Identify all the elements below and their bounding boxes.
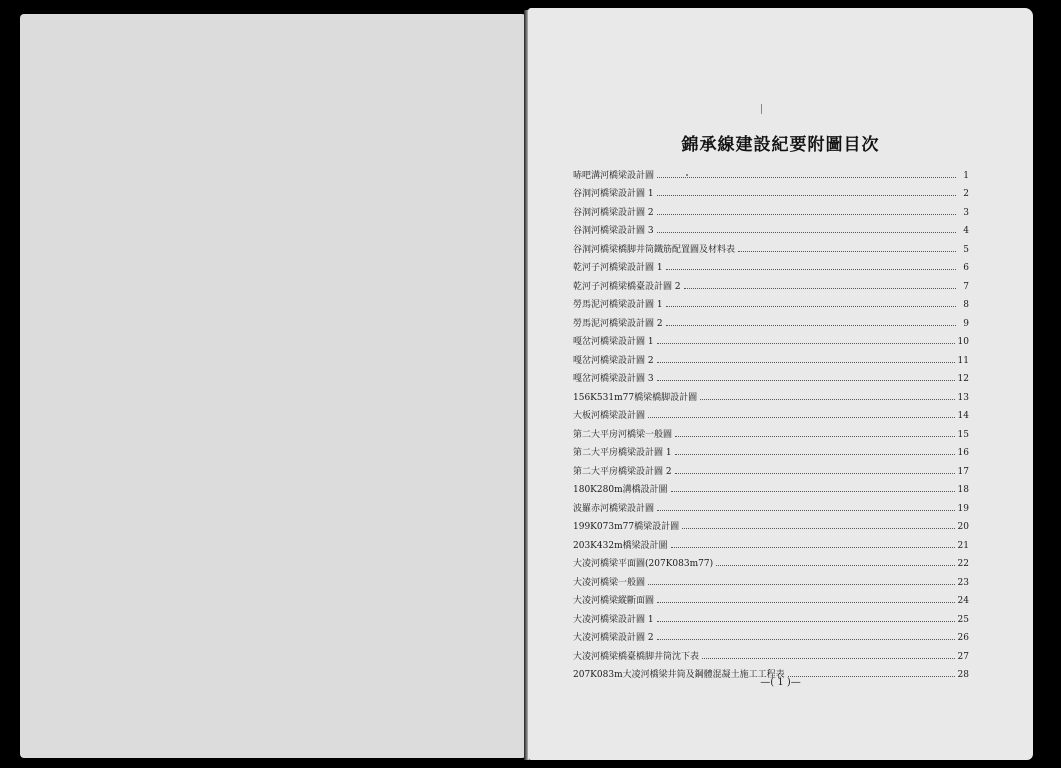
toc-entry-title: 203K432m橋梁設計圖 [573, 540, 668, 551]
toc-entry [573, 495, 969, 514]
dot-leader [700, 399, 954, 400]
toc-entry [573, 477, 969, 496]
toc-entry [573, 329, 969, 348]
page-number-footer: —( 1 )— [760, 677, 801, 688]
toc-entry-page: 9 [963, 318, 969, 329]
toc-entry-page: 27 [957, 651, 969, 662]
toc-entry [573, 255, 969, 274]
toc-entry-title: 大板河橋梁設計圖 [573, 411, 646, 421]
toc-entry [573, 236, 969, 255]
dot-leader [684, 288, 956, 289]
toc-entry [573, 551, 969, 570]
toc-entry-page: 1 [963, 170, 969, 181]
toc-entry-title: 哧吧溝河橋梁設計圖 [573, 170, 655, 181]
dot-leader [671, 547, 955, 548]
toc-entry-title: 大凌河橋梁設計圖 1 [573, 614, 654, 625]
toc-entry-page: 17 [957, 466, 969, 477]
toc-entry-title: 第二大平房河橋梁一般圖 [573, 429, 673, 440]
toc-entry [573, 588, 969, 607]
toc-entry-page: 7 [963, 281, 969, 292]
dot-leader [648, 417, 955, 418]
dot-leader [657, 177, 956, 178]
toc-entry-page: 5 [963, 244, 969, 255]
toc-entry-title: 180K280m溝橋設計圖 [573, 485, 668, 495]
toc-entry-title: 156K531m77橋梁橋脚設計圖 [573, 392, 698, 403]
toc-entry-page: 18 [957, 485, 969, 495]
toc-entry-title: 勞馬泥河橋梁設計圖 1 [573, 300, 663, 310]
dot-leader [657, 343, 955, 344]
toc-entry-page: 3 [963, 207, 969, 218]
toc-entry-page: 22 [957, 559, 969, 569]
dot-leader [657, 232, 956, 233]
toc-entry-title: 谷洞河橋梁設計圖 3 [573, 226, 654, 236]
toc-entry-title: 谷洞河橋梁設計圖 2 [573, 207, 654, 218]
toc-entry-page: 11 [957, 355, 969, 366]
toc-entry-title: 大凌河橋梁縱斷面圖 [573, 596, 655, 606]
toc-entry-page: 26 [957, 633, 969, 643]
toc-entry [573, 458, 969, 477]
dot-leader [657, 602, 955, 603]
toc-entry-page: 8 [963, 300, 969, 310]
toc-entry [573, 199, 969, 218]
toc-entry-title: 勞馬泥河橋梁設計圖 2 [573, 318, 663, 329]
toc-entry [573, 514, 969, 533]
toc-entry-title: 谷洞河橋梁橋脚井筒鐵筋配置圖及材料表 [573, 244, 736, 255]
toc-entry [573, 273, 969, 292]
toc-entry-title: 谷洞河橋梁設計圖 1 [573, 189, 654, 199]
toc-entry-page: 13 [957, 392, 969, 403]
toc-entry-page: 4 [963, 226, 969, 236]
toc-entry-page: 20 [957, 522, 969, 532]
toc-entry-page: 6 [963, 263, 969, 273]
dot-leader [716, 565, 954, 566]
dot-leader [666, 325, 956, 326]
toc-entry-title: 大凌河橋梁一般圖 [573, 577, 646, 588]
toc-entry [573, 532, 969, 551]
toc-entry-title: 207K083m大凌河橋梁井筒及鋼體混凝土施工工程表 [573, 670, 785, 680]
toc-entry [573, 643, 969, 662]
toc-entry-title: 波羅赤河橋梁設計圖 [573, 503, 655, 514]
toc-entry [573, 421, 969, 440]
toc-entry [573, 347, 969, 366]
dot-leader [657, 195, 956, 196]
toc-entry-page: 24 [957, 596, 969, 606]
toc-entry-title: 第二大平房橋梁設計圖 2 [573, 466, 672, 477]
dot-leader [682, 528, 954, 529]
toc-entry-page: 12 [957, 374, 969, 384]
toc-entry [573, 569, 969, 588]
toc-entry-title: 乾河子河橋梁橋臺設計圖 2 [573, 281, 681, 292]
toc-entry-title: 大凌河橋梁設計圖 2 [573, 633, 654, 643]
toc-entry [573, 366, 969, 385]
toc-entry [573, 606, 969, 625]
dot-leader [666, 269, 956, 270]
toc-entry-title: 嘎岔河橋梁設計圖 3 [573, 374, 654, 384]
toc-entry [573, 218, 969, 237]
toc-entry-page: 21 [957, 540, 969, 551]
toc-entry [573, 384, 969, 403]
toc-entry-title: 大凌河橋梁橋臺橋脚井筒沈下表 [573, 651, 700, 662]
toc-entry-page: 16 [957, 448, 969, 458]
dot-leader [657, 362, 955, 363]
toc-entry [573, 292, 969, 311]
dot-leader [657, 380, 955, 381]
dot-leader [657, 214, 956, 215]
toc-entry-title: 乾河子河橋梁設計圖 1 [573, 263, 663, 273]
dot-leader [702, 658, 955, 659]
table-of-contents [573, 162, 969, 680]
toc-entry-page: 10 [957, 337, 969, 347]
dot-leader [666, 306, 956, 307]
page-mark [761, 104, 762, 114]
toc-entry [573, 440, 969, 459]
dot-leader [657, 621, 955, 622]
dot-leader [675, 436, 955, 437]
toc-entry-page: 14 [957, 411, 969, 421]
toc-entry-title: 嘎岔河橋梁設計圖 1 [573, 337, 654, 347]
toc-entry [573, 310, 969, 329]
dot-leader [675, 454, 955, 455]
toc-entry [573, 181, 969, 200]
toc-entry-page: 19 [957, 503, 969, 514]
toc-entry-title: 大凌河橋梁平面圖(207K083m77) [573, 559, 714, 569]
dot-leader [648, 584, 955, 585]
toc-entry-page: 15 [957, 429, 969, 440]
toc-entry-title: 第二大平房橋梁設計圖 1 [573, 448, 672, 458]
dot-leader [657, 510, 955, 511]
toc-entry-page: 28 [957, 670, 969, 680]
toc-entry-title: 199K073m77橋梁設計圖 [573, 522, 680, 532]
toc-entry-title: 嘎岔河橋梁設計圖 2 [573, 355, 654, 366]
left-blank-page [20, 14, 526, 758]
toc-entry [573, 162, 969, 181]
dot-leader [671, 491, 955, 492]
toc-entry-page: 2 [963, 189, 969, 199]
dot-leader [657, 639, 955, 640]
document-title: 錦承線建設紀要附圖目次 [681, 135, 880, 155]
toc-entry [573, 403, 969, 422]
dot-leader [675, 473, 955, 474]
toc-entry-page: 25 [957, 614, 969, 625]
dot-leader [738, 251, 956, 252]
toc-entry-page: 23 [957, 577, 969, 588]
toc-entry [573, 625, 969, 644]
